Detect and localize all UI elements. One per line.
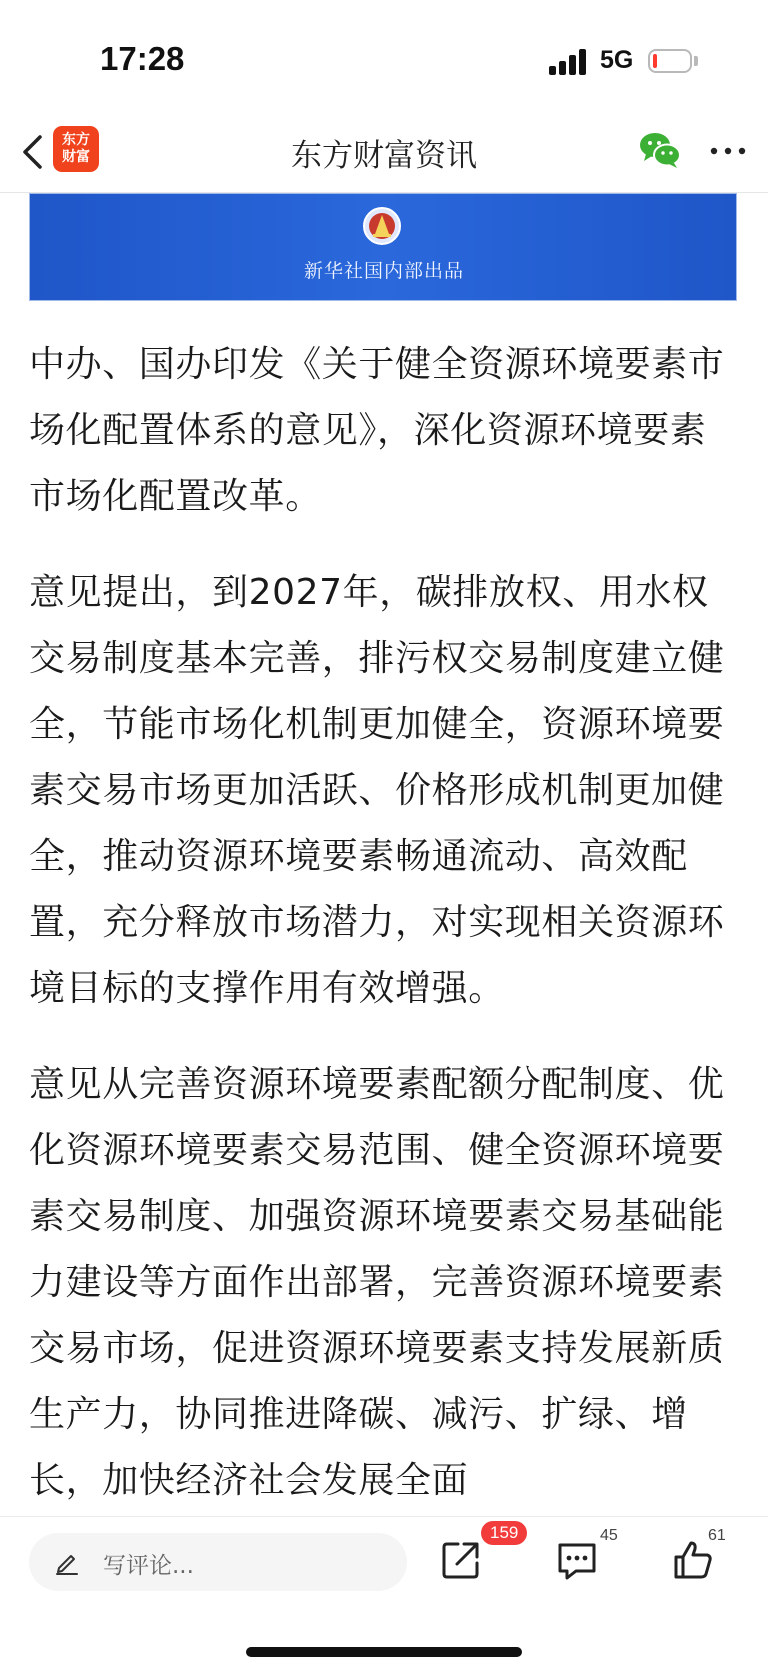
article-paragraph: 中办、国办印发《关于健全资源环境要素市场化配置体系的意见》，深化资源环境要素市场化配置改革。 bbox=[29, 344, 725, 517]
logo-line-2: 财富 bbox=[62, 149, 90, 165]
chevron-left-icon[interactable] bbox=[18, 132, 48, 172]
like-count: 61 bbox=[708, 1527, 726, 1544]
comment-count: 45 bbox=[600, 1527, 618, 1544]
status-time: 17:28 bbox=[100, 40, 185, 77]
comment-placeholder: 写评论... bbox=[103, 1553, 194, 1579]
wechat-icon[interactable] bbox=[638, 130, 682, 170]
pencil-icon bbox=[53, 1548, 81, 1576]
battery-icon bbox=[648, 49, 692, 73]
comment-input[interactable] bbox=[29, 1533, 407, 1591]
article-banner-image bbox=[29, 193, 737, 301]
share-icon[interactable] bbox=[436, 1535, 486, 1585]
comment-icon[interactable] bbox=[552, 1535, 602, 1585]
share-count-badge: 159 bbox=[481, 1521, 527, 1545]
app-logo[interactable] bbox=[53, 126, 99, 172]
article-paragraph: 意见提出，到2027年，碳排放权、用水权交易制度基本完善，排污权交易制度建立健全，节能市场化机制更加健全，资源环境要素交易市场更加活跃、价格形成机制更加健全，推动资源环境要素畅通流动、高效配置，充分释放市场潜力，对实现相关资源环境目标的支撑作用有效增强。 bbox=[29, 572, 725, 1009]
article-body bbox=[29, 332, 741, 1544]
bottom-action-bar bbox=[0, 1516, 768, 1670]
home-indicator bbox=[246, 1647, 522, 1657]
emblem-icon bbox=[362, 206, 402, 246]
article-paragraph: 意见从完善资源环境要素配额分配制度、优化资源环境要素交易范围、健全资源环境要素交易制度、加强资源环境要素交易基础能力建设等方面作出部署，完善资源环境要素交易市场，促进资源环境要素支持发展新质生产力，协同推进降碳、减污、扩绿、增长，加快经济社会发展全面 bbox=[29, 1064, 725, 1501]
battery-level bbox=[653, 54, 657, 68]
more-icon[interactable] bbox=[706, 136, 750, 166]
page-title: 东方财富资讯 bbox=[291, 138, 477, 174]
battery-nub bbox=[694, 56, 698, 66]
status-bar bbox=[0, 0, 768, 110]
signal-icon bbox=[549, 49, 589, 75]
network-label: 5G bbox=[600, 46, 634, 74]
banner-caption: 新华社国内部出品 bbox=[303, 260, 464, 282]
nav-bar bbox=[0, 110, 768, 193]
logo-line-1: 东方 bbox=[62, 132, 90, 148]
